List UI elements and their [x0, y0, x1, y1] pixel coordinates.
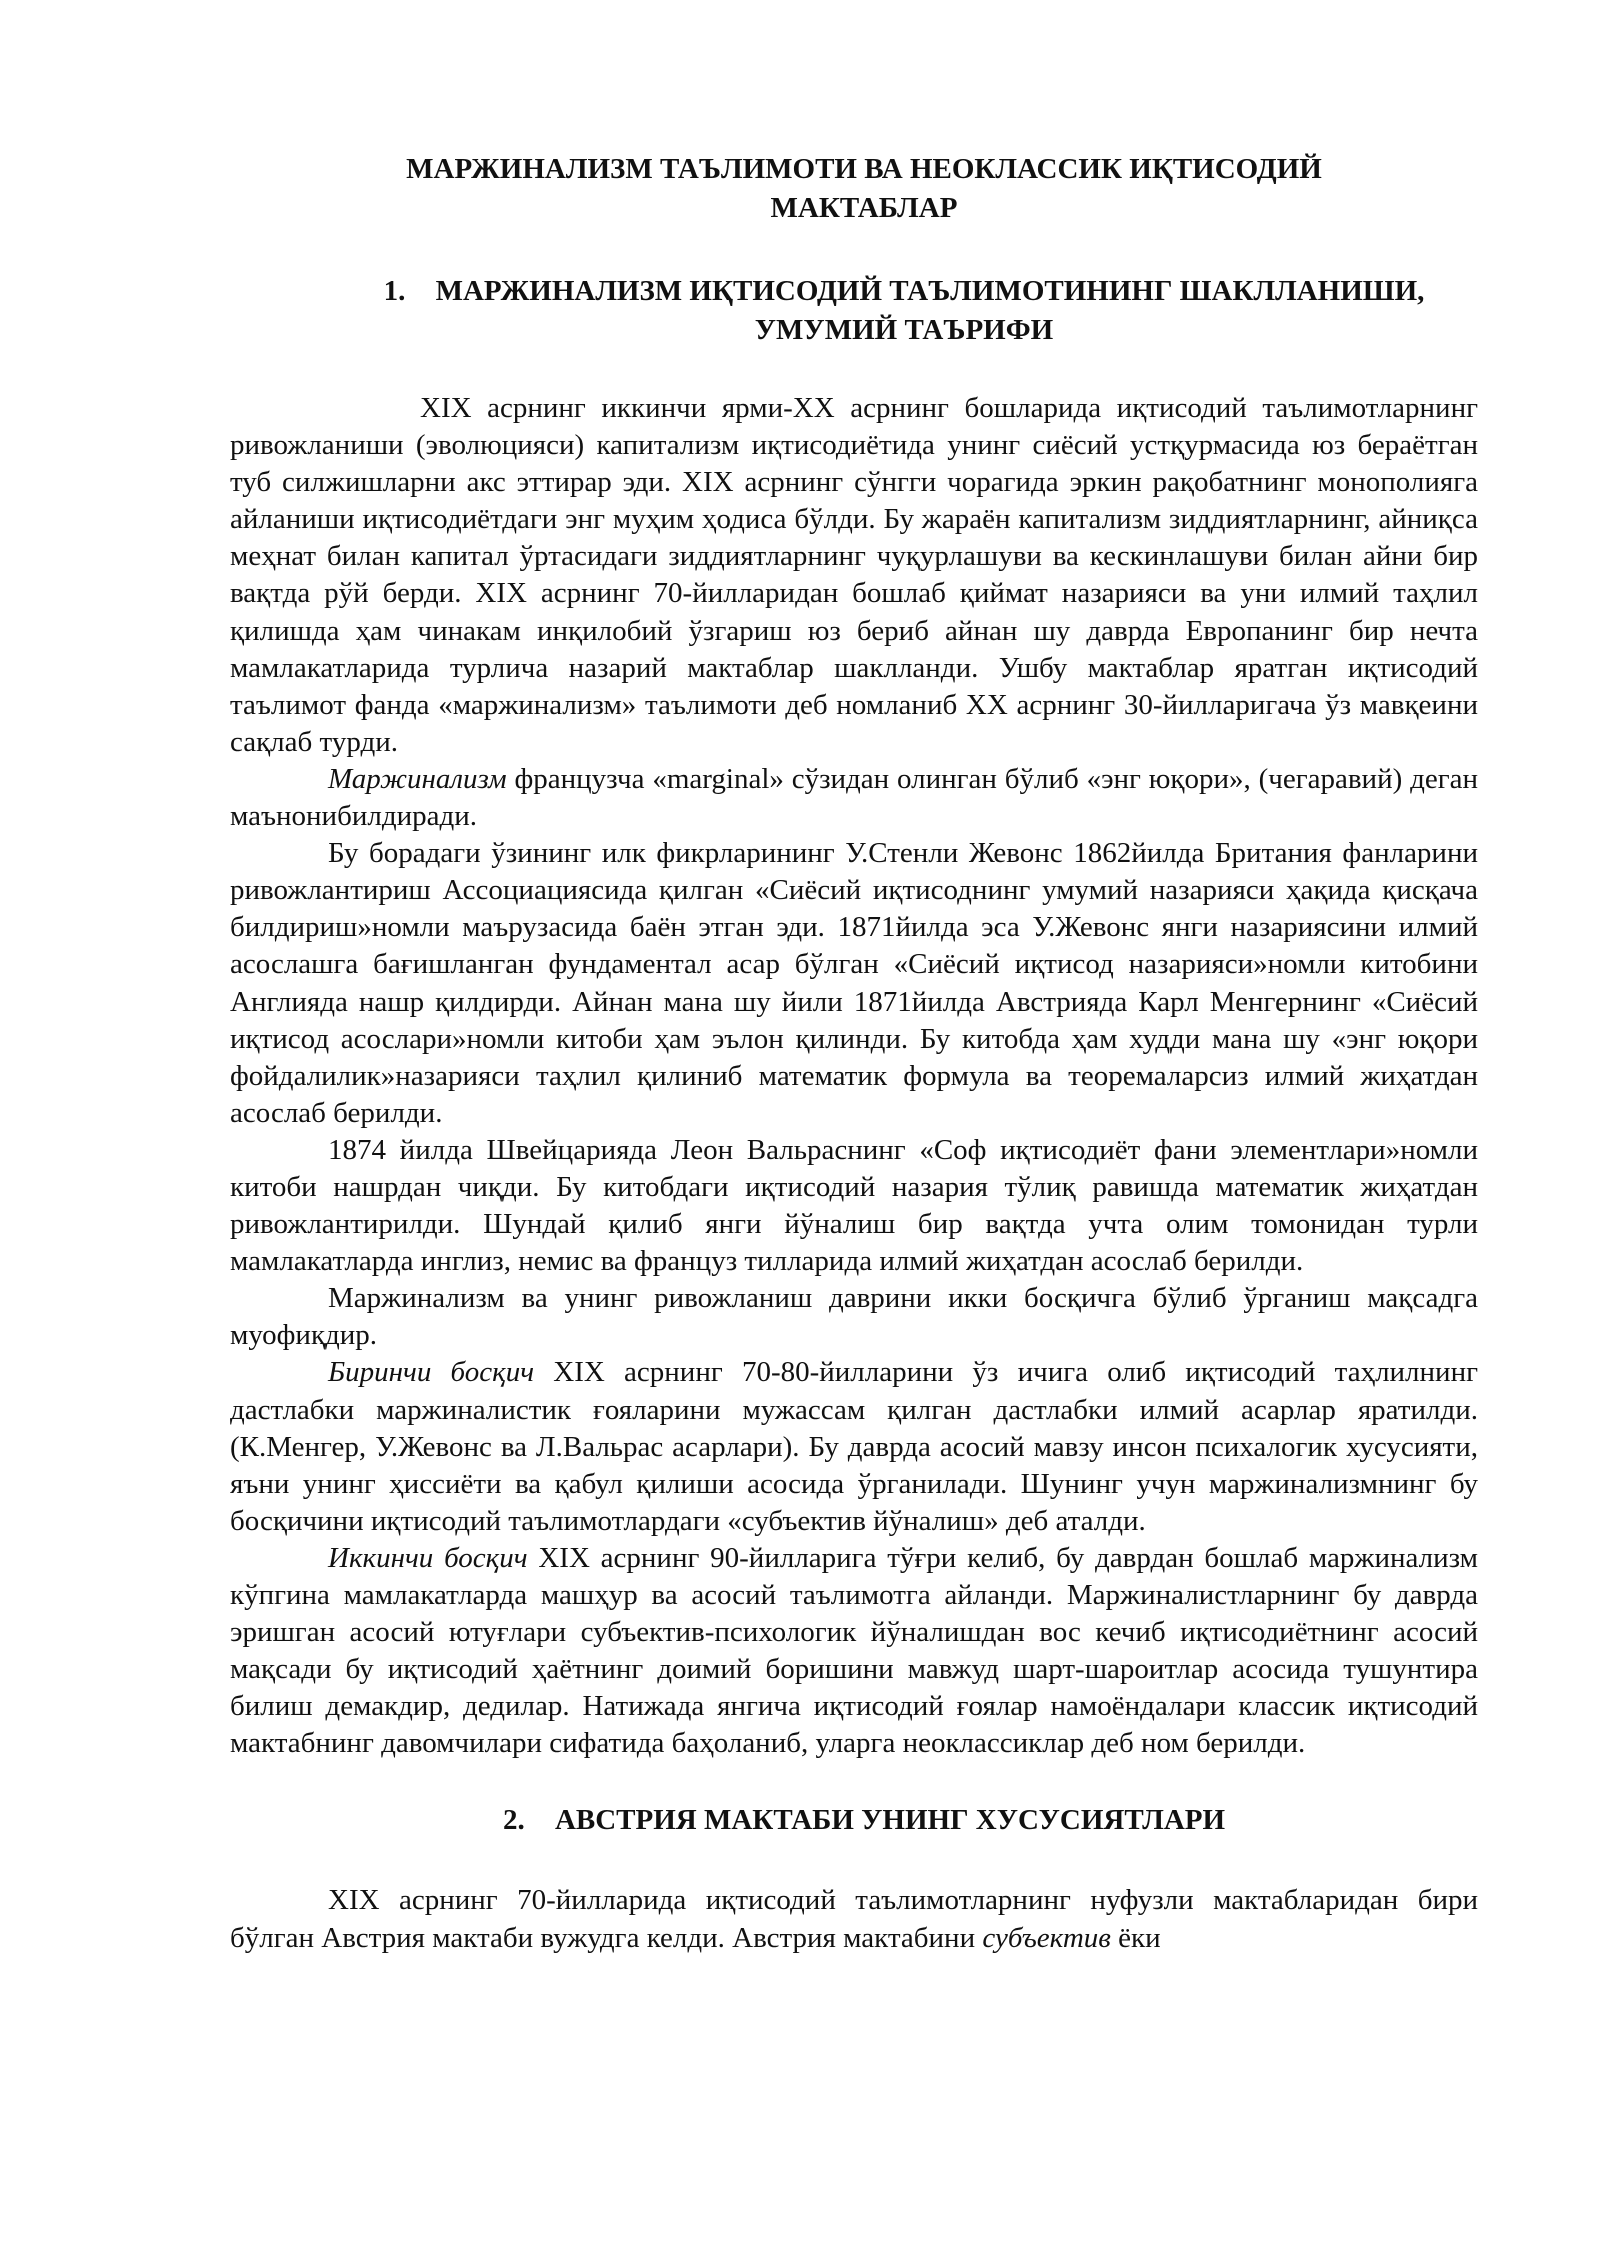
section1-heading-line1: МАРЖИНАЛИЗМ ИҚТИСОДИЙ ТАЪЛИМОТИНИНГ ШАКЛЛАНИШИ,: [435, 275, 1425, 307]
section2-heading-line1: АВСТРИЯ МАКТАБИ УНИНГ ХУСУСИЯТЛАРИ: [554, 1804, 1226, 1837]
paragraph-2-italic-term: Маржинализм: [328, 762, 507, 795]
document-page: [230, 150, 1478, 1957]
paragraph-8-text-end: ёки: [1110, 1921, 1161, 1954]
paragraph-2: [230, 761, 1478, 835]
section1-heading: [230, 272, 1478, 350]
section1-heading-line2: УМУМИЙ ТАЪРИФИ: [754, 314, 1054, 346]
section2-heading: [230, 1801, 1478, 1840]
paragraph-3: Бу борадаги ўзининг илк фикрларининг У.Стенли Жевонс 1862йилда Британия фанларини ривожлантириш Ассоциациясида қилган «Сиёсий иқтисоднинг умумий назарияси ҳақида қисқача билдириш»номли маърузасида баён этган эди. 1871йилда эса У.Жевонс янги назариясини илмий асослашга бағишланган фундаментал асар бўлган «Сиёсий иқтисод назарияси»номли китобини Англияда нашр қилдирди. Айнан мана шу йили 1871йилда Австрияда Карл Менгернинг «Сиёсий иқтисод асослари»номли китоби ҳам эълон қилинди. Бу китобда ҳам худди мана шу «энг юқори фойдалилик»назарияси таҳлил қилиниб математик формула ва теоремаларсиз илмий жиҳатдан асослаб берилди.: [230, 837, 1478, 1129]
document-title-line1: МАРЖИНАЛИЗМ ТАЪЛИМОТИ ВА НЕОКЛАССИК ИҚТИСОДИЙ: [406, 153, 1322, 185]
document-title: [230, 150, 1478, 228]
paragraph-4: 1874 йилда Швейцарияда Леон Вальраснинг «Соф иқтисодиёт фани элементлари»номли китоби нашрдан чиқди. Бу китобдаги иқтисодий назария тўлиқ равишда математик жиҳатдан ривожлантирилди. Шундай қилиб янги йўналиш бир вақтда учта олим томонидан турли мамлакатларда инглиз, немис ва француз тилларида илмий жиҳатдан асослаб берилди.: [230, 1133, 1478, 1278]
paragraph-2-text: французча «marginal» сўзидан олинган бўлиб «энг юқори», (чегаравий) деган маънонибилдиради.: [230, 762, 1478, 833]
section2-number: 2.: [502, 1804, 525, 1837]
paragraph-6: [230, 1354, 1478, 1539]
paragraph-6-italic-term: Биринчи босқич: [328, 1356, 535, 1389]
paragraph-6-text: XIX асрнинг 70-80-йилларини ўз ичига олиб иқтисодий таҳлилнинг дастлабки маржиналистик ғояларини мужассам қилган дастлабки илмий асарлар яратилди.(К.Менгер, У.Жевонс ва Л.Вальрас асарлари). Бу даврда асосий мавзу инсон психалогик хусусияти, яъни унинг ҳиссиёти ва қабул қилиши асосида ўрганилади. Шунинг учун маржинализмнинг бу босқичини иқтисодий таълимотлардаги «субъектив йўналиш» деб аталди.: [230, 1356, 1478, 1537]
paragraph-7-text: XIX асрнинг 90-йилларига тўғри келиб, бу даврдан бошлаб маржинализм кўпгина мамлакатларда машҳур ва асосий таълимотга айланди. Маржиналистларнинг бу даврда эришган асосий ютуғлари субъектив-психологик йўналишдан вос кечиб иқтисодиётнинг асосий мақсади бу иқтисодий ҳаётнинг доимий боришини мавжуд шарт-шароитлар асосида тушунтира билиш демакдир, дедилар. Натижада янгича иқтисодий ғоялар намоёндалари классик иқтисодий мактабнинг давомчилари сифатида баҳоланиб, уларга неоклассиклар деб ном берилди.: [230, 1541, 1478, 1760]
document-title-line2: МАКТАБЛАР: [770, 192, 958, 224]
paragraph-8: [230, 1882, 1478, 1956]
paragraph-8-text-start: XIX асрнинг 70-йилларида иқтисодий таълимотларнинг нуфузли мактабларидан бири бўлган Австрия мактаби вужудга келди. Австрия мактабини: [230, 1884, 1478, 1954]
section1-number: 1.: [383, 275, 406, 307]
paragraph-1: XIX асрнинг иккинчи ярми-XX асрнинг бошларида иқтисодий таълимотларнинг ривожланиши (эволюцияси) капитализм иқтисодиётида унинг сиёсий устқурмасида юз бераётган туб силжишларни акс эттирар эди. XIX асрнинг сўнгги чорагида эркин рақобатнинг монополияга айланиши иқтисодиётдаги энг муҳим ҳодиса бўлди. Бу жараён капитализм зиддиятларнинг, айниқса меҳнат билан капитал ўртасидаги зиддиятларнинг чуқурлашуви ва кескинлашуви билан айни бир вақтда рўй берди. XIX асрнинг 70-йилларидан бошлаб қиймат назарияси ва уни илмий таҳлил қилишда ҳам чинакам инқилобий ўзгариш юз бериб айнан шу даврда Европанинг бир нечта мамлакатларида турлича назарий мактаблар шаклланди. Ушбу мактаблар яратган иқтисодий таълимот фанда «маржинализм» таълимоти деб номланиб XX асрнинг 30-йилларигача ўз мавқеини сақлаб турди.: [230, 392, 1478, 758]
paragraph-7-italic-term: Иккинчи босқич: [328, 1541, 528, 1574]
paragraph-8-italic-term: субъектив: [982, 1921, 1111, 1954]
paragraph-7: [230, 1540, 1478, 1763]
paragraph-5: Маржинализм ва унинг ривожланиш даврини икки босқичга бўлиб ўрганиш мақсадга муофиқдир.: [230, 1282, 1478, 1352]
